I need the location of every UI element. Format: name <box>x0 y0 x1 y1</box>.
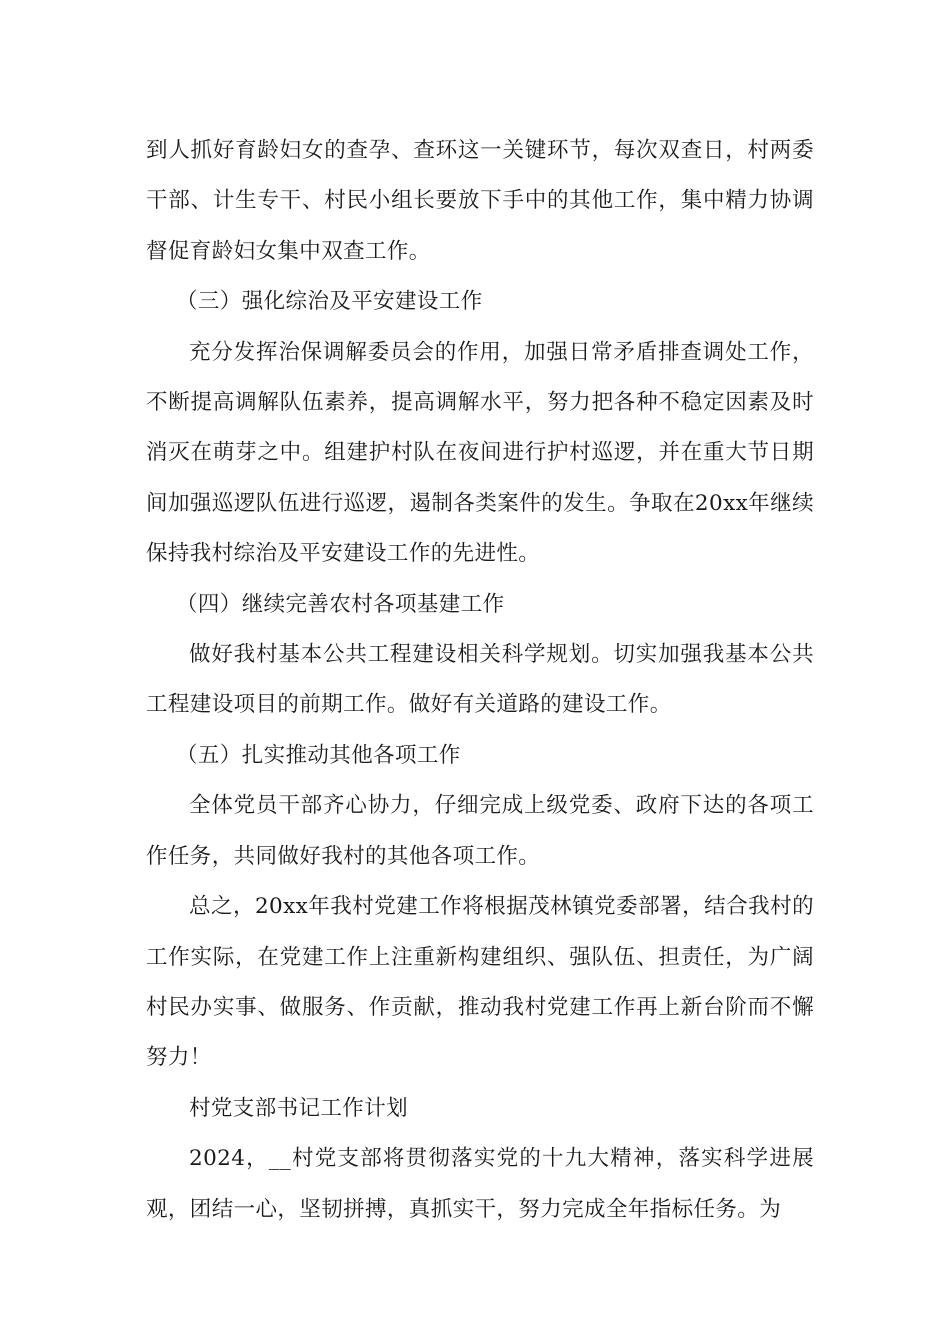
document-title-work-plan: 村党支部书记工作计划 <box>189 1095 409 1121</box>
paragraph-infrastructure: 做好我村基本公共工程建设相关科学规划。切实加强我基本公共工程建设项目的前期工作。做好有关道路的建设工作。 <box>146 642 814 718</box>
section-heading-3: （三）强化综治及平安建设工作 <box>176 289 483 315</box>
section-heading-5: （五）扎实推动其他各项工作 <box>176 742 461 768</box>
paragraph-summary: 总之，20xx年我村党建工作将根据茂林镇党委部署，结合我村的工作实际，在党建工作上注重新构建组织、强队伍、担责任，为广阔村民办实事、做服务、作贡献，推动我村党建工作再上新台阶而不懈努力！ <box>146 894 814 1071</box>
paragraph-public-security: 充分发挥治保调解委员会的作用，加强日常矛盾排查调处工作，不断提高调解队伍素养，提高调解水平，努力把各种不稳定因素及时消灭在萌芽之中。组建护村队在夜间进行护村巡逻，并在重大节日期间加强巡逻队伍进行巡逻，遏制各类案件的发生。争取在20xx年继续保持我村综治及平安建设工作的先进性。 <box>146 339 814 567</box>
paragraph-other-work: 全体党员干部齐心协力，仔细完成上级党委、政府下达的各项工作任务，共同做好我村的其他各项工作。 <box>146 793 814 869</box>
document-body <box>146 126 814 1235</box>
section-heading-4: （四）继续完善农村各项基建工作 <box>176 591 505 617</box>
paragraph-family-planning-continuation: 到人抓好育龄妇女的查孕、查环这一关键环节，每次双查日，村两委干部、计生专干、村民小组长要放下手中的其他工作，集中精力协调督促育龄妇女集中双查工作。 <box>146 138 814 264</box>
paragraph-plan-intro: 2024，__村党支部将贯彻落实党的十九大精神，落实科学进展观，团结一心，坚韧拼搏，真抓实干，努力完成全年指标任务。为 <box>146 1146 814 1222</box>
